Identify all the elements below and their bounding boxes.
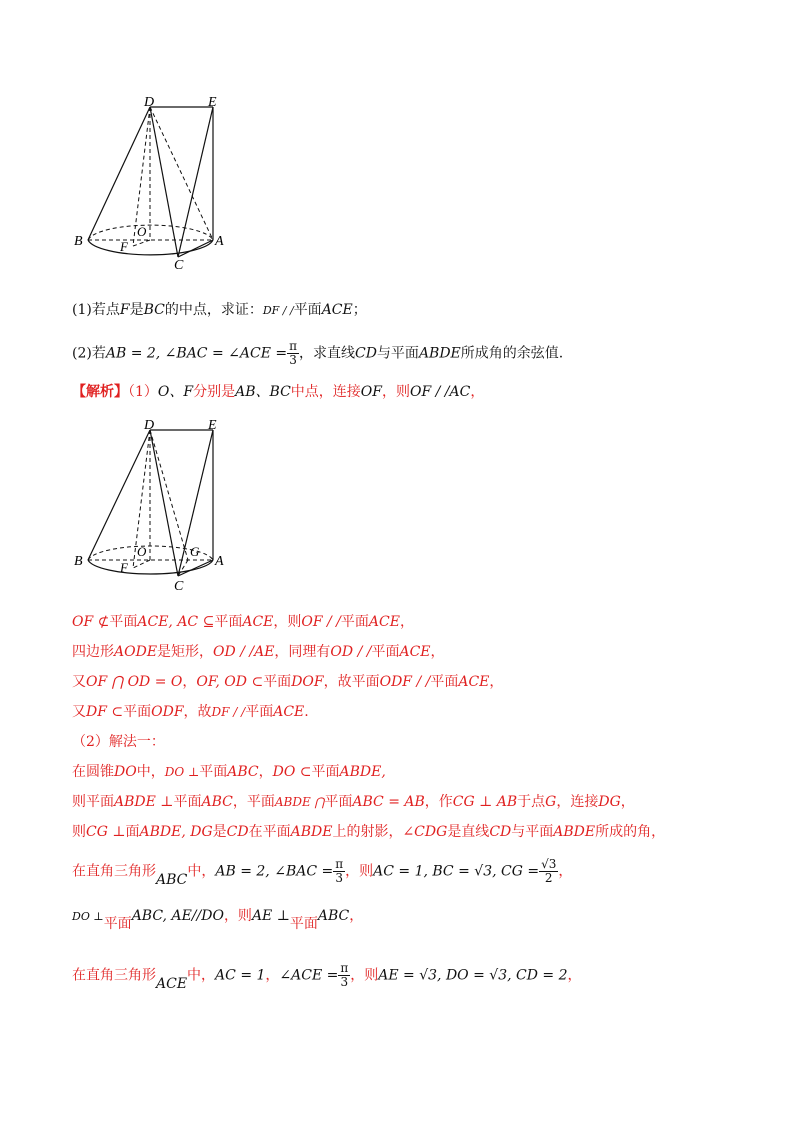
solution-line-11: 在直角三角形ACE中，AC = 1，∠ACE = $\frac{\pi}{3}$ ，则AE = √3, DO = √3, CD = 2， [72,961,582,992]
fraction: $\frac{\pi}{3}$ [335,857,344,885]
solution-line-1: OF ⊄平面ACE, AC ⊆平面ACE，则OF / /平面ACE， [72,614,414,630]
fraction: $\frac{\pi}{3}$ [289,339,297,367]
label-B: B [74,234,83,249]
question-2: (2)若AB = 2, ∠BAC = ∠ACE = $\frac{\pi}{3}$ ，求直线CD与平面ABDE所成角的余弦值. [72,339,564,367]
label-E: E [208,95,217,110]
fraction: $\frac{\pi}{3}$ [340,961,349,989]
label-D: D [144,95,155,110]
label-O: O [137,544,147,559]
fraction: $\frac{√3}{2}$ [541,857,557,885]
cone-figure-1 [70,95,230,270]
label-A: A [215,234,224,249]
question-1: (1)若点F是BC的中点，求证：DF / /平面ACE； [72,302,367,318]
cone-figure-2 [70,418,230,593]
solution-line-6: 在圆锥DO中，DO ⊥平面ABC，DO ⊂平面ABDE, [72,764,386,780]
label-F: F [120,560,128,575]
solution-line-4: 又DF ⊂平面ODF，故DF / /平面ACE. [72,704,309,720]
label-C: C [174,579,184,593]
label-G: G [190,544,200,559]
solution-heading: 【解析】（1）O、F分别是AB、BC中点，连接OF，则OF / /AC， [72,384,485,400]
solution-line-3: 又OF ⋂ OD = O，OF, OD ⊂平面DOF，故平面ODF / /平面ACE， [72,674,504,690]
solution-line-5: （2）解法一： [72,734,165,750]
solution-line-10: DO ⊥平面ABC, AE//DO，则AE ⊥平面ABC， [72,908,364,932]
label-C: C [174,258,184,270]
solution-line-8: 则CG ⊥面ABDE, DG是CD在平面ABDE上的射影，∠CDG是直线CD与平面ABDE所成的角， [72,824,666,840]
label-F: F [120,239,128,254]
solution-line-2: 四边形AODE是矩形，OD / /AE，同理有OD / /平面ACE， [72,644,445,660]
label-E: E [208,418,217,433]
label-O: O [137,224,147,239]
label-A: A [215,554,224,569]
label-D: D [144,418,155,433]
label-B: B [74,554,83,569]
solution-line-7: 则平面ABDE ⊥平面ABC，平面ABDE ⋂平面ABC = AB，作CG ⊥ AB于点G，连接DG， [72,794,635,810]
solution-line-9: 在直角三角形ABC中，AB = 2, ∠BAC = $\frac{\pi}{3}$ ，则AC = 1, BC = √3, CG = $\frac{√3}{2}$ ， [72,857,573,888]
